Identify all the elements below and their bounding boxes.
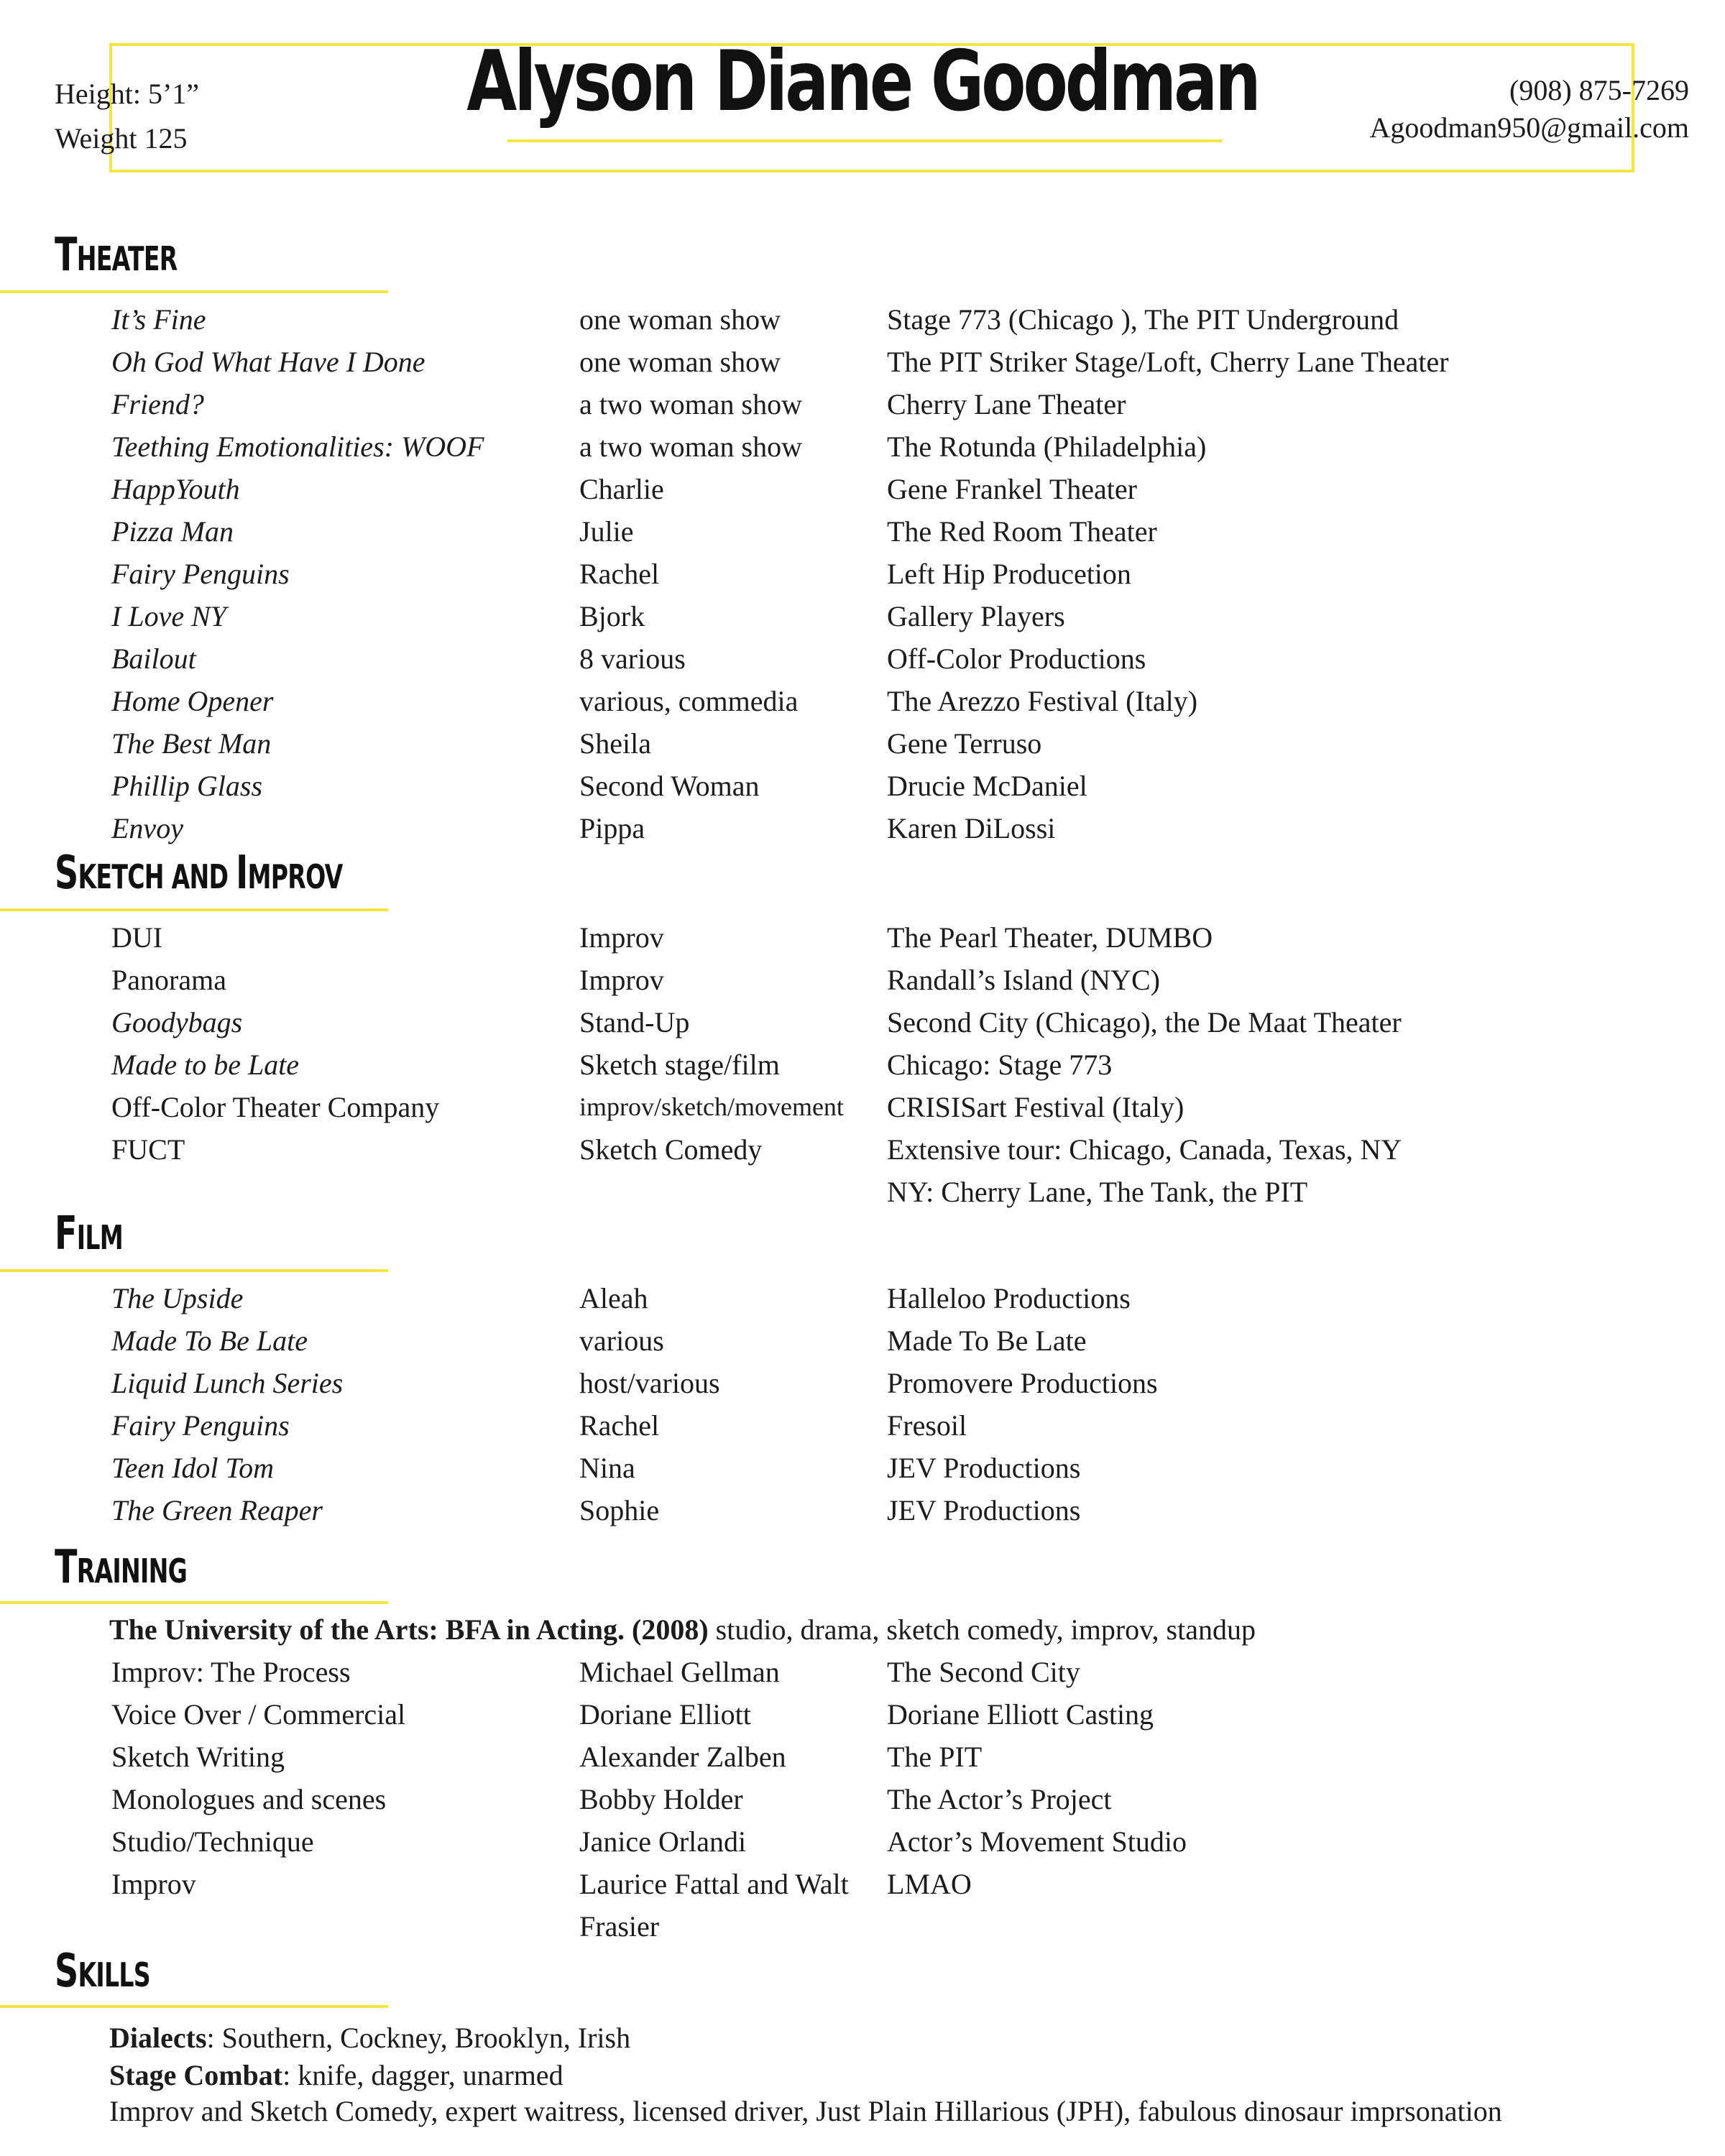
title-cell: It’s Fine <box>111 303 206 336</box>
role-cell: Rachel <box>579 558 660 590</box>
title-cell: Studio/Technique <box>111 1825 314 1858</box>
table-row <box>0 383 1725 425</box>
venue-cell: The Red Room Theater <box>887 515 1157 548</box>
title-cell: Friend? <box>111 388 204 420</box>
venue-cell: The PIT <box>887 1741 983 1773</box>
title-cell: Made To Be Late <box>111 1325 308 1357</box>
title-cell: Goodybags <box>111 1006 243 1038</box>
degree-bold: The University of the Arts: BFA in Acting. (2008) <box>109 1613 709 1646</box>
role-cell: Michael Gellman <box>579 1656 780 1688</box>
role-cell: Stand-Up <box>579 1006 690 1038</box>
table-row <box>0 298 1725 341</box>
title-cell: The Green Reaper <box>111 1494 323 1526</box>
teacher-cell: Frasier <box>579 1910 660 1943</box>
table-row <box>0 341 1725 383</box>
venue-cell: LMAO <box>887 1868 972 1900</box>
section-underline <box>0 1269 388 1272</box>
table-row <box>0 1489 1725 1531</box>
title-cell: Oh God What Have I Done <box>111 346 426 378</box>
table-row <box>0 1362 1725 1404</box>
name-underline <box>507 139 1222 142</box>
title-cell: Pizza Man <box>111 515 234 548</box>
table-row <box>0 1086 1725 1128</box>
table-row <box>0 425 1725 468</box>
role-cell: Pippa <box>579 812 645 844</box>
title-cell: Teething Emotionalities: WOOF <box>111 430 484 463</box>
venue-cell: The Actor’s Project <box>887 1783 1112 1815</box>
role-cell: Nina <box>579 1452 635 1484</box>
table-row <box>0 468 1725 510</box>
title-cell: Teen Idol Tom <box>111 1452 274 1484</box>
venue-cell: NY: Cherry Lane, The Tank, the PIT <box>887 1176 1308 1208</box>
section-title-film <box>55 1207 123 1261</box>
role-cell: Rachel <box>579 1409 660 1442</box>
film-title-rest: ILM <box>76 1218 123 1257</box>
theater-title-rest: HEATER <box>76 239 178 278</box>
table-row <box>0 637 1725 680</box>
table-row <box>0 1778 1725 1820</box>
venue-cell: Second City (Chicago), the De Maat Theater <box>887 1006 1402 1038</box>
weight-text: Weight 125 <box>55 122 188 155</box>
venue-cell: Made To Be Late <box>887 1325 1087 1357</box>
role-cell: improv/sketch/movement <box>579 1092 844 1121</box>
dialects-label: Dialects <box>109 2022 207 2054</box>
role-cell: Bobby Holder <box>579 1783 743 1815</box>
dialects-value: : Southern, Cockney, Brooklyn, Irish <box>206 2022 631 2054</box>
training-extra-row <box>0 1905 1725 1948</box>
table-row <box>0 1001 1725 1044</box>
resume-name: Alyson Diane Goodman <box>466 33 1259 130</box>
title-cell: DUI <box>111 921 163 954</box>
skills-stage-combat <box>109 2057 564 2094</box>
role-cell: one woman show <box>579 346 781 378</box>
venue-cell: Extensive tour: Chicago, Canada, Texas, NY <box>887 1133 1402 1166</box>
role-cell: Sophie <box>579 1494 660 1526</box>
skills-other: Improv and Sketch Comedy, expert waitress, licensed driver, Just Plain Hillarious (JPH), fabulous dinosaur imprsonation <box>109 2095 1502 2127</box>
section-title-sketch-improv <box>55 847 343 900</box>
email-link[interactable]: Agoodman950@gmail.com <box>1369 111 1689 144</box>
skills-title-rest: KILLS <box>78 1955 150 1994</box>
table-row <box>0 959 1725 1001</box>
venue-cell: Doriane Elliott Casting <box>887 1698 1154 1731</box>
title-cell: Made to be Late <box>111 1049 300 1081</box>
table-row <box>0 595 1725 637</box>
section-underline <box>0 290 388 293</box>
role-cell: Janice Orlandi <box>579 1825 747 1858</box>
table-row <box>0 553 1725 595</box>
role-cell: various <box>579 1325 664 1357</box>
section-underline <box>0 908 388 911</box>
role-cell: Improv <box>579 964 664 996</box>
table-row <box>0 1044 1725 1086</box>
title-cell: Liquid Lunch Series <box>111 1367 344 1399</box>
venue-cell: Left Hip Producetion <box>887 558 1131 590</box>
degree-line <box>0 1608 1725 1651</box>
sketch-title-initial: S <box>55 847 78 900</box>
theater-title-initial: T <box>55 229 77 282</box>
venue-cell: The Rotunda (Philadelphia) <box>887 430 1207 463</box>
skills-dialects <box>109 2019 630 2057</box>
venue-cell: Chicago: Stage 773 <box>887 1049 1113 1081</box>
title-cell: Monologues and scenes <box>111 1783 387 1815</box>
role-cell: Sketch stage/film <box>579 1049 780 1081</box>
title-cell: Envoy <box>111 812 183 844</box>
section-underline <box>0 2005 388 2008</box>
role-cell: Alexander Zalben <box>579 1741 786 1773</box>
role-cell: Sketch Comedy <box>579 1133 763 1166</box>
role-cell: Charlie <box>579 473 664 505</box>
title-cell: HappYouth <box>111 473 240 505</box>
table-row <box>0 765 1725 807</box>
title-cell: Bailout <box>111 642 196 675</box>
role-cell: Doriane Elliott <box>579 1698 751 1731</box>
role-cell: Julie <box>579 515 634 548</box>
improv-title-initial: I <box>236 847 248 900</box>
venue-cell: Gallery Players <box>887 600 1065 632</box>
table-row <box>0 1128 1725 1171</box>
role-cell: Laurice Fattal and Walt <box>579 1868 849 1900</box>
title-cell: Improv <box>111 1868 196 1900</box>
role-cell: various, commedia <box>579 685 799 717</box>
venue-cell: The Second City <box>887 1656 1080 1688</box>
training-title-initial: T <box>55 1541 77 1594</box>
title-cell: The Upside <box>111 1282 244 1314</box>
combat-label: Stage Combat <box>109 2059 283 2091</box>
title-cell: Fairy Penguins <box>111 558 290 590</box>
table-row <box>0 1447 1725 1489</box>
venue-cell: JEV Productions <box>887 1452 1081 1484</box>
table-row <box>0 1736 1725 1778</box>
table-row <box>0 1693 1725 1736</box>
venue-cell: Off-Color Productions <box>887 642 1146 675</box>
table-row <box>0 510 1725 553</box>
table-row <box>0 1404 1725 1447</box>
role-cell: Aleah <box>579 1282 648 1314</box>
venue-cell: Actor’s Movement Studio <box>887 1825 1187 1858</box>
height-text: Height: 5’1” <box>55 78 200 110</box>
section-title-training <box>55 1541 187 1594</box>
title-cell: FUCT <box>111 1133 185 1166</box>
title-cell: Improv: The Process <box>111 1656 351 1688</box>
venue-cell: Fresoil <box>887 1409 967 1442</box>
venue-cell: Stage 773 (Chicago ), The PIT Underground <box>887 303 1399 336</box>
venue-cell: Karen DiLossi <box>887 812 1056 844</box>
role-cell: Improv <box>579 921 664 954</box>
table-row <box>0 1277 1725 1319</box>
section-underline <box>0 1601 388 1604</box>
table-row <box>0 1319 1725 1362</box>
section-title-theater <box>55 229 178 282</box>
role-cell: one woman show <box>579 303 781 336</box>
role-cell: Sheila <box>579 727 651 760</box>
title-cell: I Love NY <box>111 600 226 632</box>
role-cell: a two woman show <box>579 388 802 420</box>
venue-cell: JEV Productions <box>887 1494 1081 1526</box>
sketch-extra-row <box>0 1171 1725 1213</box>
table-row <box>0 680 1725 722</box>
role-cell: a two woman show <box>579 430 802 463</box>
title-cell: Panorama <box>111 964 226 996</box>
venue-cell: The Pearl Theater, DUMBO <box>887 921 1213 954</box>
venue-cell: Promovere Productions <box>887 1367 1158 1399</box>
venue-cell: The Arezzo Festival (Italy) <box>887 685 1198 717</box>
title-cell: Voice Over / Commercial <box>111 1698 406 1731</box>
table-row <box>0 1863 1725 1905</box>
film-title-initial: F <box>55 1207 77 1261</box>
table-row <box>0 1820 1725 1863</box>
venue-cell: Halleloo Productions <box>887 1282 1131 1314</box>
role-cell: 8 various <box>579 642 686 675</box>
table-row <box>0 722 1725 765</box>
title-cell: Fairy Penguins <box>111 1409 290 1442</box>
venue-cell: Drucie McDaniel <box>887 770 1087 802</box>
venue-cell: Gene Frankel Theater <box>887 473 1137 505</box>
improv-title-part: MPROV <box>247 857 343 896</box>
role-cell: Second Woman <box>579 770 760 802</box>
title-cell: Home Opener <box>111 685 274 717</box>
title-cell: The Best Man <box>111 727 272 760</box>
table-row <box>0 807 1725 849</box>
venue-cell: Cherry Lane Theater <box>887 388 1126 420</box>
role-cell: host/various <box>579 1367 720 1399</box>
contact-info <box>1369 72 1689 147</box>
title-cell: Off-Color Theater Company <box>111 1091 440 1123</box>
title-cell: Sketch Writing <box>111 1741 285 1773</box>
skills-title-initial: S <box>55 1945 78 1998</box>
table-row <box>0 1651 1725 1693</box>
sketch-title-part: KETCH AND <box>78 857 236 896</box>
section-title-skills <box>55 1945 150 1998</box>
venue-cell: Gene Terruso <box>887 727 1042 760</box>
degree-detail: studio, drama, sketch comedy, improv, standup <box>708 1613 1256 1646</box>
phone-text: (908) 875-7269 <box>1509 74 1689 106</box>
degree-text <box>109 1608 1256 1651</box>
role-cell: Bjork <box>579 600 645 632</box>
venue-cell: CRISISart Festival (Italy) <box>887 1091 1184 1123</box>
title-cell: Phillip Glass <box>111 770 263 802</box>
venue-cell: Randall’s Island (NYC) <box>887 964 1160 996</box>
venue-cell: The PIT Striker Stage/Loft, Cherry Lane Theater <box>887 346 1449 378</box>
table-row <box>0 916 1725 959</box>
training-title-rest: RAINING <box>76 1552 188 1590</box>
physical-stats <box>55 72 199 161</box>
combat-value: : knife, dagger, unarmed <box>282 2059 564 2091</box>
